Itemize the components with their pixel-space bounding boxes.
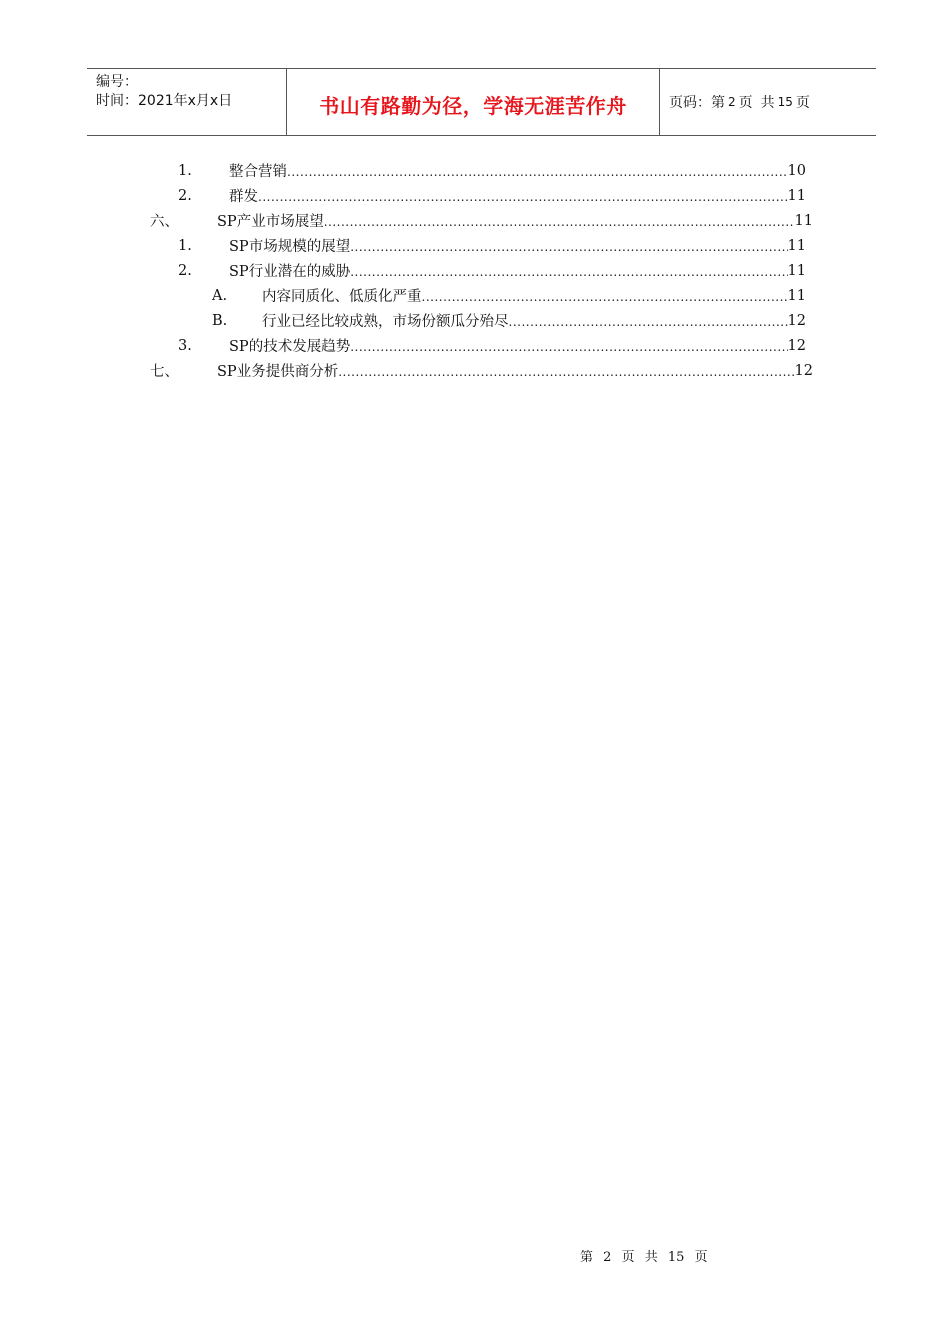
toc-entry-page: 11	[787, 287, 806, 304]
toc-entry-page: 11	[794, 212, 813, 229]
page-prefix: 页码：第	[669, 95, 725, 111]
toc-entry-number: 1.	[178, 162, 192, 179]
toc-entry-number: 3.	[178, 337, 192, 354]
toc-entry[interactable]	[150, 208, 813, 233]
page-total-prefix: 共	[760, 95, 775, 111]
toc-leader	[324, 213, 795, 229]
toc-leader	[350, 263, 787, 279]
header-page-info	[660, 69, 876, 135]
page-total: 15	[777, 95, 793, 109]
document-number-label: 编号：	[96, 74, 138, 90]
toc-entry-page: 11	[787, 187, 806, 204]
toc-entry-title: 群发	[229, 189, 258, 205]
toc-entry-page: 12	[787, 312, 806, 329]
toc-leader	[258, 188, 788, 204]
toc-leader	[422, 288, 788, 304]
page-header	[87, 68, 876, 136]
footer-total-prefix: 共	[644, 1250, 658, 1265]
toc-entry-title: 行业已经比较成熟，市场份额瓜分殆尽	[262, 314, 509, 330]
toc-entry-number: 1.	[178, 237, 192, 254]
page-suffix: 页	[795, 95, 810, 111]
toc-entry-page: 11	[787, 262, 806, 279]
toc-entry[interactable]	[178, 333, 806, 358]
footer-total: 15	[667, 1250, 685, 1265]
header-motto: 书山有路勤为径，学海无涯苦作舟	[319, 93, 627, 118]
footer-mid: 页	[621, 1250, 635, 1265]
toc-entry[interactable]	[150, 358, 813, 383]
toc-entry-title: 整合营销	[229, 164, 287, 180]
toc-entry-number: 2.	[178, 187, 192, 204]
document-time-label: 时间：2021年x月x日	[96, 93, 233, 109]
toc-leader	[509, 313, 788, 329]
toc-entry-title: SP市场规模的展望	[229, 239, 351, 255]
toc-leader	[287, 163, 788, 179]
toc-entry-page: 12	[794, 362, 813, 379]
toc-entry-number: 六、	[150, 214, 179, 230]
page-mid: 页	[738, 95, 753, 111]
toc-leader	[350, 238, 787, 254]
toc-entry-page: 12	[787, 337, 806, 354]
toc-leader	[350, 338, 787, 354]
toc-entry-number: 2.	[178, 262, 192, 279]
toc-entry-page: 10	[787, 162, 806, 179]
footer-prefix: 第	[580, 1250, 594, 1265]
toc-entry-title: SP的技术发展趋势	[229, 339, 351, 355]
toc-entry[interactable]	[178, 183, 806, 208]
toc-entry-title: SP业务提供商分析	[217, 364, 339, 380]
header-meta	[87, 69, 287, 135]
footer-current: 2	[603, 1250, 612, 1265]
toc-entry-title: SP产业市场展望	[217, 214, 324, 230]
footer-page-number	[577, 1246, 711, 1265]
footer-suffix: 页	[694, 1250, 708, 1265]
toc-entry-number: 七、	[150, 364, 179, 380]
toc-entry[interactable]	[212, 308, 806, 333]
toc-entry-title: 内容同质化、低质化严重	[262, 289, 422, 305]
toc-entry-number: A.	[212, 287, 228, 304]
toc-entry[interactable]	[178, 158, 806, 183]
toc-leader	[338, 363, 794, 379]
toc-entry[interactable]	[178, 233, 806, 258]
toc-entry-number: B.	[212, 312, 228, 329]
toc-entry[interactable]	[178, 258, 806, 283]
page-current: 2	[728, 95, 736, 109]
header-motto-cell	[287, 69, 660, 135]
toc-entry[interactable]	[212, 283, 806, 308]
toc-entry-title: SP行业潜在的威胁	[229, 264, 351, 280]
toc-entry-page: 11	[787, 237, 806, 254]
